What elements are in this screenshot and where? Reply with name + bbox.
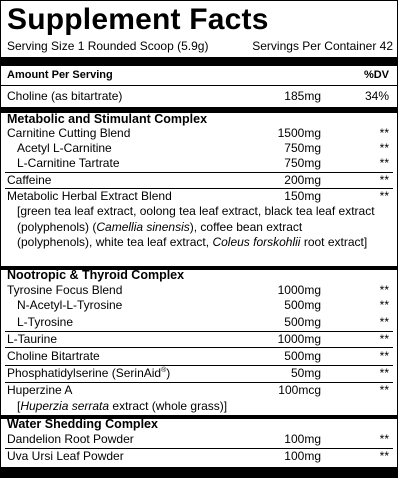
dv-not-established: ** — [379, 332, 389, 346]
ingredient-row — [7, 449, 393, 464]
section-heading-nootropic — [7, 268, 393, 283]
dv-header: %DV — [363, 69, 389, 81]
latin-name: Camellia sinensis — [96, 219, 190, 234]
ingredient-amount: 1500mg — [277, 126, 321, 140]
description-text: [ — [17, 399, 21, 413]
ingredient-row — [7, 141, 393, 156]
serving-info — [7, 39, 393, 54]
ingredient-amount: 500mg — [284, 315, 321, 329]
ingredient-name: L-Carnitine Tartrate — [17, 156, 120, 170]
label-title: Supplement Facts — [7, 3, 269, 36]
dv-not-established: ** — [379, 315, 389, 329]
section-heading-metabolic — [7, 112, 393, 127]
huperzine-description — [17, 399, 377, 415]
ps-name-text: Phosphatidylserine (SerinAid — [7, 366, 162, 380]
section-title: Nootropic & Thyroid Complex — [7, 268, 185, 282]
ingredient-row — [7, 126, 393, 141]
ingredient-amount: 100mg — [284, 432, 321, 446]
description-text: ), coffee bean extract (polyphenols), white tea leaf extract, — [17, 219, 303, 249]
ingredient-row — [7, 315, 393, 330]
ingredient-name: N-Acetyl-L-Tyrosine — [17, 298, 123, 312]
dv-not-established: ** — [379, 173, 389, 187]
nutrient-amount: 185mg — [284, 89, 321, 103]
divider — [5, 347, 393, 348]
ingredient-row — [7, 173, 393, 188]
ps-name-close: ) — [166, 366, 171, 380]
amount-per-serving-label: Amount Per Serving — [7, 69, 113, 81]
dv-not-established: ** — [379, 449, 389, 463]
description-text: extract (whole grass)] — [109, 399, 228, 413]
ingredient-name: Dandelion Root Powder — [7, 432, 134, 446]
ingredient-name: Caffeine — [7, 173, 52, 187]
ingredient-amount: 500mg — [284, 298, 321, 312]
ingredient-amount: 100mcg — [278, 383, 321, 397]
ingredient-row — [7, 332, 393, 347]
ingredient-name: Tyrosine Focus Blend — [7, 283, 123, 297]
ingredient-row — [7, 156, 393, 171]
servings-per-container: Servings Per Container 42 — [252, 39, 393, 53]
ingredient-row — [7, 383, 393, 398]
section-title: Water Shedding Complex — [7, 417, 158, 431]
ingredient-name: Carnitine Cutting Blend — [7, 126, 131, 140]
description-text: [green tea leaf extract, oolong tea leaf extract, black tea leaf extract (polyphenols) ( — [17, 204, 375, 234]
ingredient-amount: 200mg — [284, 173, 321, 187]
ingredient-name: Metabolic Herbal Extract Blend — [7, 189, 172, 203]
thick-divider — [1, 57, 397, 66]
ingredient-row — [7, 283, 393, 298]
ingredient-row — [7, 366, 393, 381]
ingredient-name: L-Tyrosine — [17, 315, 74, 329]
section-heading-water — [7, 417, 393, 432]
ingredient-amount: 500mg — [284, 349, 321, 363]
ingredient-name: Huperzine A — [7, 383, 73, 397]
herbal-blend-description — [17, 204, 377, 251]
dv-not-established: ** — [379, 432, 389, 446]
dv-not-established: ** — [379, 349, 389, 363]
section-title: Metabolic and Stimulant Complex — [7, 112, 208, 126]
dv-not-established: ** — [379, 283, 389, 297]
ingredient-amount: 50mg — [290, 366, 321, 380]
ingredient-name: L-Taurine — [7, 332, 58, 346]
ingredient-row — [7, 189, 393, 204]
ingredient-amount: 750mg — [284, 156, 321, 170]
amount-header-row — [7, 68, 393, 83]
ingredient-amount: 1000mg — [277, 332, 321, 346]
dv-not-established: ** — [379, 298, 389, 312]
dv-not-established: ** — [379, 141, 389, 155]
registered-mark: ® — [161, 367, 167, 374]
dv-not-established: ** — [379, 156, 389, 170]
bottom-thick-divider — [1, 467, 397, 478]
dv-not-established: ** — [379, 126, 389, 140]
dv-not-established: ** — [379, 189, 389, 203]
ingredient-name: Choline Bitartrate — [7, 349, 100, 363]
ingredient-row — [7, 432, 393, 447]
latin-name: Coleus forskohlii — [212, 235, 301, 249]
serving-size: Serving Size 1 Rounded Scoop (5.9g) — [7, 39, 209, 53]
description-text: root extract] — [300, 235, 368, 249]
ingredient-amount: 100mg — [284, 449, 321, 463]
ingredient-row — [7, 349, 393, 364]
dv-not-established: ** — [379, 383, 389, 397]
ingredient-name — [7, 366, 170, 381]
ingredient-row — [7, 298, 393, 313]
choline-row — [7, 89, 393, 104]
nutrient-dv: 34% — [364, 89, 389, 103]
latin-name: Huperzia serrata — [20, 399, 110, 413]
ingredient-name: Uva Ursi Leaf Powder — [7, 449, 124, 463]
divider — [1, 85, 397, 86]
ingredient-amount: 150mg — [284, 189, 321, 203]
nutrient-name: Choline (as bitartrate) — [7, 89, 123, 103]
dv-not-established: ** — [379, 366, 389, 380]
ingredient-amount: 1000mg — [277, 283, 321, 297]
ingredient-name: Acetyl L-Carnitine — [17, 141, 112, 155]
ingredient-amount: 750mg — [284, 141, 321, 155]
